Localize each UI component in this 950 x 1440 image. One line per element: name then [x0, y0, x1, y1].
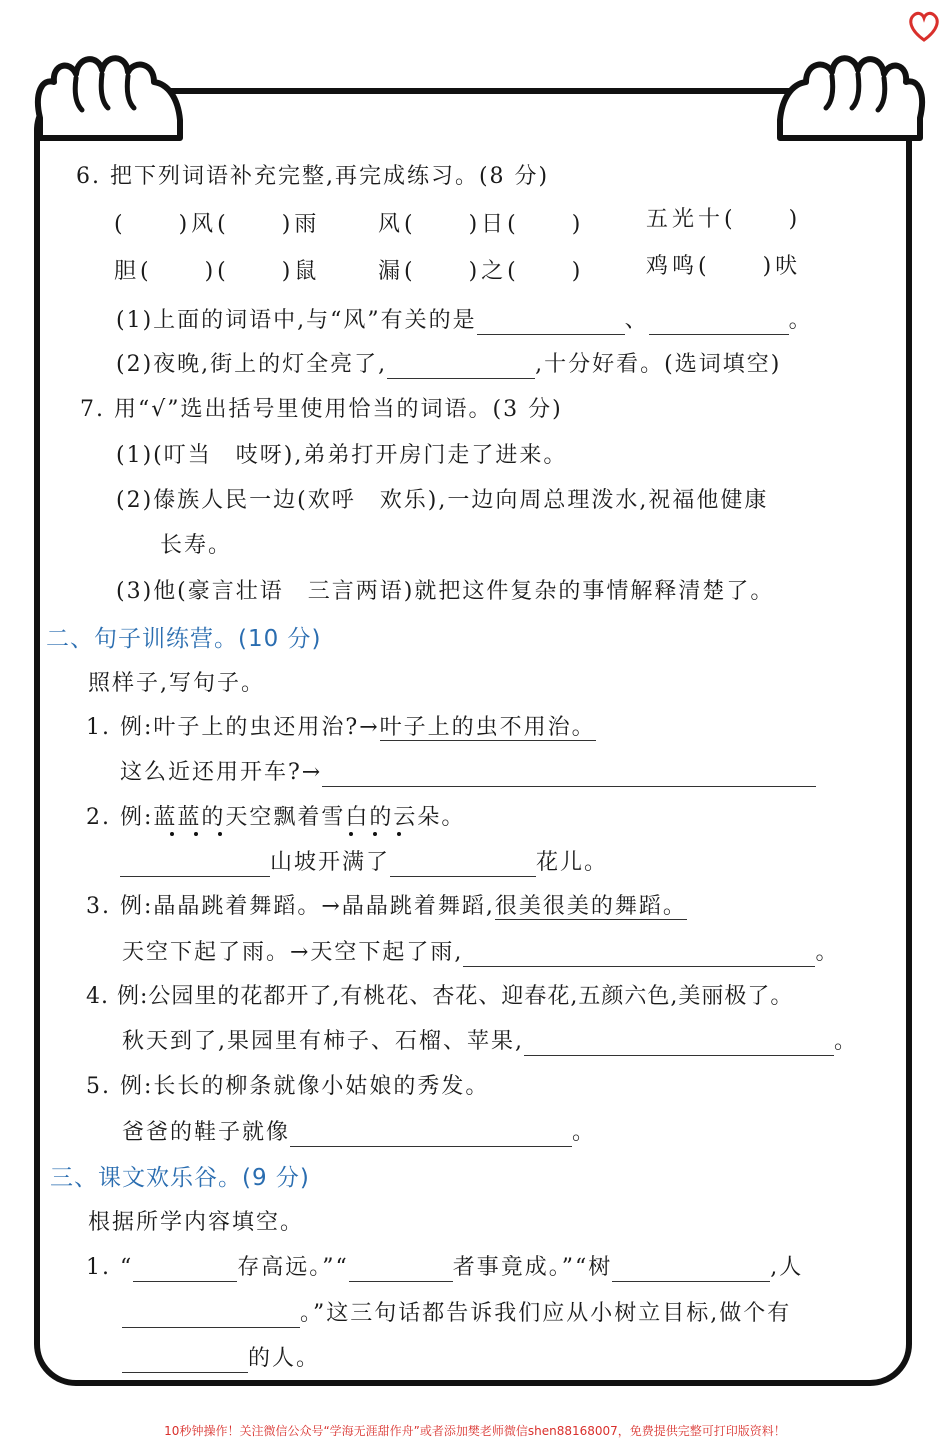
s2-task5-blank[interactable]: [290, 1124, 572, 1147]
s3-line3-b: 的人。: [248, 1346, 321, 1371]
footer-notice: 10秒钟操作！关注微信公众号“学海无涯甜作舟”或者添加樊老师微信shen88168007，免费提供完整可打印版资料！: [164, 1424, 786, 1438]
emphasis-dot: [373, 832, 377, 836]
s2-task2-end: 花儿。: [536, 850, 609, 875]
q6-row1-b: 风( )日( ): [378, 212, 585, 237]
s2-example5: 5. 例:长长的柳条就像小姑娘的秀发。: [86, 1074, 490, 1099]
s2-task4-end: 。: [834, 1029, 859, 1054]
s3-line1-a: 1. “: [86, 1255, 134, 1280]
s2-example3-text: 3. 例:晶晶跳着舞蹈。→晶晶跳着舞蹈,: [86, 894, 495, 919]
q6-row2-c: 鸡鸣( )吠: [646, 254, 802, 279]
emphasis-dot: [194, 832, 198, 836]
s3-blank-2[interactable]: [349, 1259, 453, 1282]
q6-title: 6. 把下列词语补充完整,再完成练习。(8 分): [76, 164, 550, 189]
cartoon-hand-left-icon: [30, 38, 190, 148]
section3-points: (9 分): [242, 1165, 310, 1191]
s2-task3: [122, 939, 839, 967]
emphasis-dot: [170, 832, 174, 836]
q6-sub1-end: 。: [788, 308, 813, 333]
s2-task1-text: 这么近还用开车?→: [120, 760, 323, 785]
s3-line1: [86, 1254, 803, 1282]
s2-example4: 4. 例:公园里的花都开了,有桃花、杏花、迎春花,五颜六色,美丽极了。: [86, 984, 794, 1009]
s2-task2: [120, 849, 608, 877]
q6-sub2-post: ,十分好看。(选词填空): [535, 352, 782, 377]
q6-row1-c: 五光十( ): [646, 207, 802, 232]
section2-points: (10 分): [238, 626, 322, 652]
section3-title: 三、课文欢乐谷。: [50, 1165, 242, 1191]
s3-line1-d: ,人: [770, 1255, 804, 1280]
s2-task2-mid: 山坡开满了: [270, 850, 391, 875]
q6-row2-b: 漏( )之( ): [378, 259, 585, 284]
s3-blank-1[interactable]: [133, 1259, 237, 1282]
q7-sub3[interactable]: (3)他(豪言壮语 三言两语)就把这件复杂的事情解释清楚了。: [116, 579, 775, 604]
q6-sub1: [116, 307, 813, 335]
q6-sub1-blank-1[interactable]: [477, 312, 625, 335]
s2-task4-blank[interactable]: [524, 1033, 834, 1056]
section3-heading: [50, 1164, 310, 1192]
s2-task1: [120, 759, 816, 787]
s3-line2-b: 。”这三句话都告诉我们应从小树立目标,做个有: [300, 1301, 792, 1326]
s2-task3-text: 天空下起了雨。→天空下起了雨,: [122, 940, 464, 965]
q6-sub2-text: (2)夜晚,街上的灯全亮了,: [116, 352, 388, 377]
s3-blank-4[interactable]: [122, 1305, 300, 1328]
s2-task5-text: 爸爸的鞋子就像: [122, 1120, 291, 1145]
s3-line1-b: 存高远。”“: [237, 1255, 349, 1280]
section2-instruction: 照样子,写句子。: [88, 671, 265, 696]
s2-task2-blank-2[interactable]: [390, 854, 536, 877]
s2-task4-text: 秋天到了,果园里有柿子、石榴、苹果,: [122, 1029, 524, 1054]
s2-task2-blank-1[interactable]: [120, 854, 270, 877]
section2-title: 二、句子训练营。: [46, 626, 238, 652]
s2-task1-blank[interactable]: [322, 764, 816, 787]
s3-line2: [122, 1300, 791, 1328]
q6-sub2: [116, 351, 781, 379]
q6-row1-a: ( )风( )雨: [114, 212, 321, 237]
s2-task5: [122, 1119, 596, 1147]
s3-line3: [122, 1345, 320, 1373]
s2-example1-text: 1. 例:叶子上的虫还用治?→: [86, 715, 380, 740]
s3-line1-c: 者事竟成。”“树: [452, 1255, 613, 1280]
s2-task3-end: 。: [815, 940, 840, 965]
q6-sub2-blank[interactable]: [387, 356, 535, 379]
q6-row2-a: 胆( )( )鼠: [114, 259, 321, 284]
q7-sub1[interactable]: (1)(叮当 吱呀),弟弟打开房门走了进来。: [116, 443, 568, 468]
heart-icon: [906, 8, 942, 44]
emphasis-dot: [349, 832, 353, 836]
q6-sub1-blank-2[interactable]: [649, 312, 789, 335]
q6-sub1-sep: 、: [624, 308, 649, 333]
s3-blank-3[interactable]: [612, 1259, 770, 1282]
q7-sub2-line1[interactable]: (2)傣族人民一边(欢呼 欢乐),一边向周总理泼水,祝福他健康: [116, 488, 769, 513]
s2-example1-answer: 叶子上的虫不用治。: [379, 715, 596, 740]
s2-example2: 2. 例:蓝蓝的天空飘着雪白的云朵。: [86, 805, 466, 830]
s2-task4: [122, 1028, 858, 1056]
q7-sub2-line2: 长寿。: [160, 533, 233, 558]
s2-task5-end: 。: [572, 1120, 597, 1145]
s2-example3: [86, 893, 687, 921]
s2-task3-blank[interactable]: [463, 944, 815, 967]
s2-example3-answer: 很美很美的舞蹈。: [494, 894, 687, 919]
section2-heading: [46, 625, 322, 653]
s3-blank-5[interactable]: [122, 1350, 248, 1373]
cartoon-hand-right-icon: [770, 38, 930, 148]
s2-example1: [86, 714, 596, 742]
section3-instruction: 根据所学内容填空。: [88, 1210, 305, 1235]
q7-title: 7. 用“√”选出括号里使用恰当的词语。(3 分): [80, 397, 563, 422]
emphasis-dot: [218, 832, 222, 836]
q6-sub1-text: (1)上面的词语中,与“风”有关的是: [116, 308, 477, 333]
emphasis-dot: [397, 832, 401, 836]
